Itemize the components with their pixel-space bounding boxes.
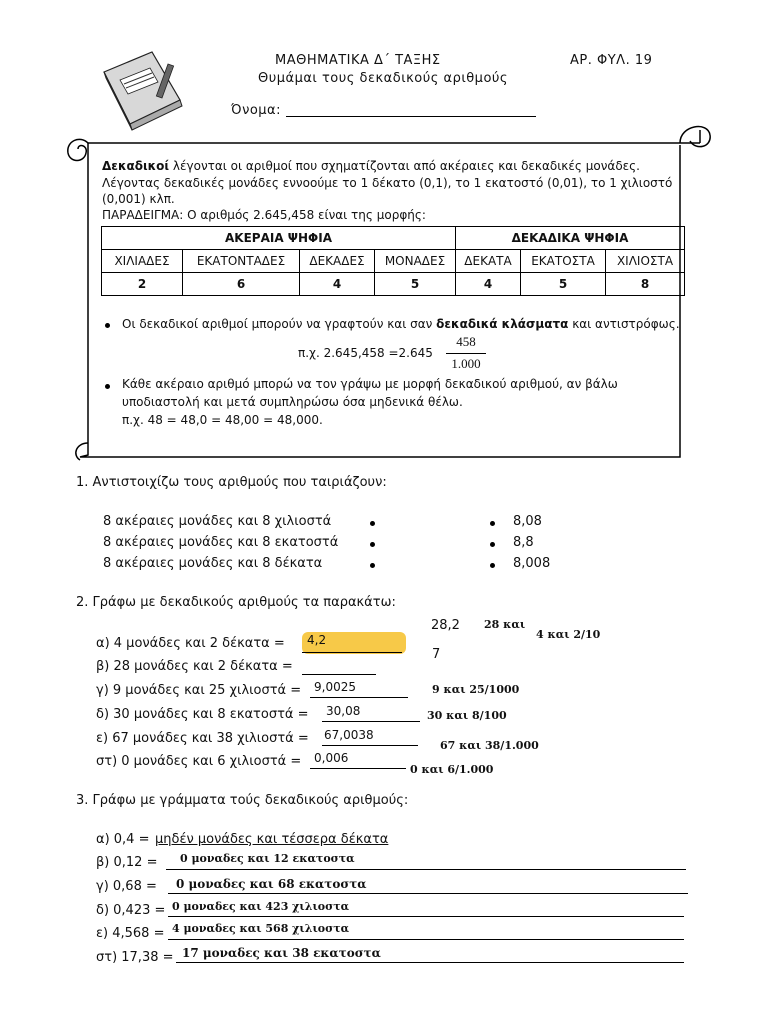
definition-line-3: (0,001) κλπ. [102,192,175,206]
definition-text: λέγονται οι αριθμοί που σχηματίζονται από ακέραιες και δεκαδικές μονάδες. [169,159,640,173]
handwritten-note: 9 και 25/1000 [432,683,520,696]
match-left-dot[interactable] [370,542,375,547]
handwritten-note: 0 και 6/1.000 [410,763,494,776]
bullet-icon [105,384,110,389]
exercise-3-question: α) 0,4 = [96,832,150,847]
answer-line[interactable] [302,652,402,653]
exercise-3-answer[interactable]: 4 μοναδες και 568 χιλιοστα [172,922,350,935]
exercise-2-title: 2. Γράφω με δεκαδικούς αριθμούς τα παρακάτω: [76,595,396,610]
answer-line[interactable] [310,768,406,769]
answer-line[interactable] [168,893,688,894]
exercise-3-answer[interactable]: 0 μοναδες και 68 εκατοστα [176,877,367,891]
name-label: Όνομα: [231,103,281,118]
note-number: 7 [432,647,441,662]
answer-line[interactable] [302,674,376,675]
worksheet-subtitle: Θυμάμαι τους δεκαδικούς αριθμούς [258,71,509,86]
sheet-number: ΑΡ. ΦΥΛ. 19 [570,53,653,68]
digit-cell: 6 [183,273,300,296]
exercise-2-answer[interactable]: 4,2 [307,633,327,647]
exercise-2-answer[interactable]: 9,0025 [314,680,356,694]
exercise-2-question: ε) 67 μονάδες και 38 χιλιοστά = [96,731,309,746]
exercise-2-question: α) 4 μονάδες και 2 δέκατα = [96,636,285,651]
col-thousands: ΧΙΛΙΑΔΕΣ [102,250,183,273]
exercise-2-question: στ) 0 μονάδες και 6 χιλιοστά = [96,754,302,769]
exercise-3-title: 3. Γράφω με γράμματα τούς δεκαδικούς αριθμούς: [76,793,409,808]
exercise-2-question: δ) 30 μονάδες και 8 εκατοστά = [96,707,309,722]
match-left-item: 8 ακέραιες μονάδες και 8 εκατοστά [103,535,339,550]
digit-cell: 8 [606,273,685,296]
place-value-table [101,226,685,296]
exercise-3-question: δ) 0,423 = [96,903,166,918]
col-hundredths: ΕΚΑΤΟΣΤΑ [521,250,606,273]
exercise-3-question: γ) 0,68 = [96,879,157,894]
exercise-2-answer[interactable]: 30,08 [326,704,361,718]
match-right-item: 8,08 [513,514,542,529]
match-right-dot[interactable] [490,521,495,526]
digit-cell: 5 [375,273,456,296]
definition-line-1 [102,159,640,173]
answer-line[interactable] [168,916,684,917]
answer-line[interactable] [310,697,408,698]
bullet-fractions-bold: δεκαδικά κλάσματα [436,317,569,331]
answer-line[interactable] [166,869,686,870]
note-number: 28,2 [431,618,460,633]
bullet-integers-line-3: π.χ. 48 = 48,0 = 48,00 = 48,000. [122,413,323,427]
handwritten-note: 28 και [484,618,526,631]
match-left-item: 8 ακέραιες μονάδες και 8 χιλιοστά [103,514,332,529]
fraction-bar [446,353,486,354]
bullet-fractions-text [122,317,680,331]
definition-term: Δεκαδικοί [102,159,170,173]
bullet-icon [105,323,110,328]
exercise-2-question: γ) 9 μονάδες και 25 χιλιοστά = [96,683,302,698]
bullet-integers-line-1: Κάθε ακέραιο αριθμό μπορώ να τον γράψω με μορφή δεκαδικού αριθμού, αν βάλω [122,377,618,391]
answer-line[interactable] [176,962,684,963]
match-left-item: 8 ακέραιες μονάδες και 8 δέκατα [103,556,323,571]
answer-line[interactable] [322,745,418,746]
integer-digits-header: ΑΚΕΡΑΙΑ ΨΗΦΙΑ [102,227,456,250]
match-left-dot[interactable] [370,563,375,568]
exercise-3-answer[interactable]: 0 μοναδες και 423 χιλιοστα [172,900,350,913]
exercise-3-answer[interactable]: 17 μοναδες και 38 εκατοστα [182,946,381,960]
handwritten-note: 4 και 2/10 [536,628,601,641]
match-right-dot[interactable] [490,542,495,547]
answer-line[interactable] [322,721,420,722]
bullet-fractions-post: και αντιστρόφως. [568,317,680,331]
bullet-fractions-pre: Οι δεκαδικοί αριθμοί μπορούν να γραφτούν και σαν [122,317,437,331]
exercise-3-example-answer: μηδέν μονάδες και τέσσερα δέκατα [155,832,389,847]
match-left-dot[interactable] [370,521,375,526]
digit-cell: 5 [521,273,606,296]
match-right-dot[interactable] [490,563,495,568]
exercise-1-title: 1. Αντιστοιχίζω τους αριθμούς που ταιριάζουν: [76,475,387,490]
fraction-numerator: 458 [456,334,476,349]
fraction-example-prefix: π.χ. 2.645,458 =2.645 [298,346,433,360]
match-right-item: 8,8 [513,535,534,550]
exercise-3-question: ε) 4,568 = [96,926,165,941]
exercise-3-question: στ) 17,38 = [96,950,174,965]
bullet-integers-line-2: υποδιαστολή και μετά συμπληρώσω όσα μηδενικά θέλω. [122,395,463,409]
digit-cell: 4 [300,273,375,296]
example-line: ΠΑΡΑΔΕΙΓΜΑ: Ο αριθμός 2.645,458 είναι της μορφής: [102,208,426,222]
col-units: ΜΟΝΑΔΕΣ [375,250,456,273]
match-right-item: 8,008 [513,556,551,571]
handwritten-note: 67 και 38/1.000 [440,739,539,752]
exercise-3-question: β) 0,12 = [96,855,158,870]
col-tens: ΔΕΚΑΔΕΣ [300,250,375,273]
fraction-denominator: 1.000 [451,356,481,371]
exercise-3-answer[interactable]: 0 μοναδες και 12 εκατοστα [180,852,355,865]
exercise-2-question: β) 28 μονάδες και 2 δέκατα = [96,659,293,674]
handwritten-note: 30 και 8/100 [427,709,507,722]
col-thousandths: ΧΙΛΙΟΣΤΑ [606,250,685,273]
exercise-2-answer[interactable]: 67,0038 [324,728,374,742]
answer-line[interactable] [168,939,684,940]
digit-cell: 2 [102,273,183,296]
exercise-2-answer[interactable]: 0,006 [314,751,349,765]
digit-cell: 4 [456,273,521,296]
definition-line-2: Λέγοντας δεκαδικές μονάδες εννοούμε το 1 δέκατο (0,1), το 1 εκατοστό (0,01), το 1 χιλιοστό [102,176,673,190]
col-tenths: ΔΕΚΑΤΑ [456,250,521,273]
col-hundreds: ΕΚΑΤΟΝΤΑΔΕΣ [183,250,300,273]
decimal-digits-header: ΔΕΚΑΔΙΚΑ ΨΗΦΙΑ [456,227,685,250]
worksheet-title: ΜΑΘΗΜΑΤΙΚΑ Δ΄ ΤΑΞΗΣ [275,53,441,68]
